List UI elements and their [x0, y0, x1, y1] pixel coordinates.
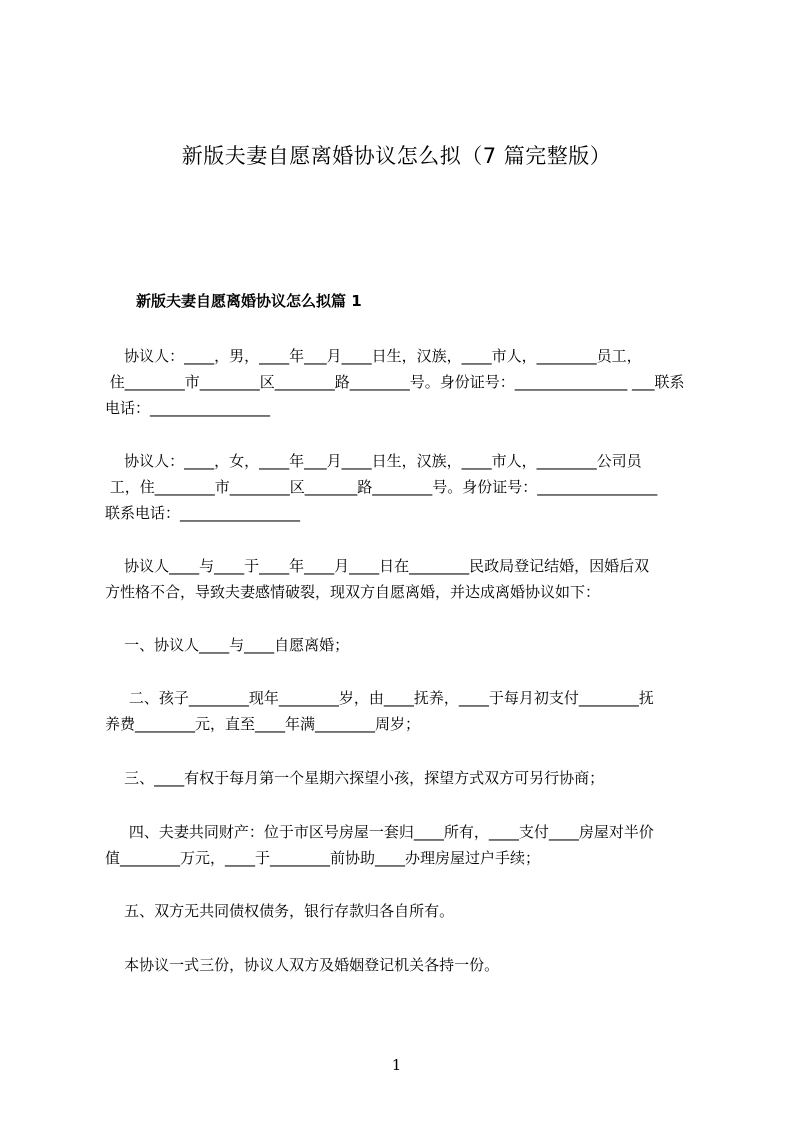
paragraph [105, 632, 705, 658]
page-number: 1 [391, 1056, 402, 1074]
paragraph-line: 方性格不合，导致夫妻感情破裂，现双方自愿离婚，并达成离婚协议如下： [105, 583, 601, 601]
paragraph-line: 四、夫妻共同财产：位于市区号房屋一套归____所有，____支付____房屋对半价 [105, 823, 654, 841]
paragraph [105, 343, 705, 421]
paragraph [105, 553, 705, 605]
paragraph-line: 本协议一式三份，协议人双方及婚姻登记机关各持一份。 [105, 956, 500, 974]
section-heading: 新版夫妻自愿离婚协议怎么拟篇 1 [136, 292, 362, 310]
paragraph [105, 685, 705, 737]
paragraph [105, 448, 705, 526]
paragraph [105, 898, 705, 924]
paragraph-line: 五、双方无共同债权债务，银行存款归各自所有。 [105, 902, 455, 920]
paragraph-line: 养费________元，直至____年满________周岁； [105, 715, 421, 733]
paragraph-line: 值________万元，____于________前协助____办理房屋过户手续； [105, 849, 541, 867]
paragraph [105, 819, 705, 871]
paragraph-line: 电话：________________ [105, 399, 271, 417]
paragraph [105, 765, 705, 791]
paragraph [105, 952, 705, 978]
paragraph-line: 协议人：____，女，____年___月____日生，汉族，____市人，________公司员 [105, 452, 642, 470]
paragraph-line: 三、____有权于每月第一个星期六探望小孩，探望方式双方可另行协商； [105, 769, 605, 787]
paragraph-line: 二、孩子________现年________岁，由____抚养，____于每月初支付________抚 [105, 689, 654, 707]
paragraph-line: 联系电话：________________ [105, 504, 301, 522]
paragraph-line: 协议人____与____于____年____月____日在________民政局登记结婚，因婚后双 [105, 557, 650, 575]
paragraph-line: 一、协议人____与____自愿离婚； [105, 636, 350, 654]
paragraph-line: 工，住________市________区_______路________号。身份证号：________________ [105, 478, 658, 496]
paragraph-line: 协议人：____，男，____年___月____日生，汉族，____市人，________员工， [105, 347, 642, 365]
document-title: 新版夫妻自愿离婚协议怎么拟（7 篇完整版） [181, 144, 612, 168]
paragraph-line: 住________市________区________路________号。身份证号：_______________ ___联系 [105, 373, 685, 391]
